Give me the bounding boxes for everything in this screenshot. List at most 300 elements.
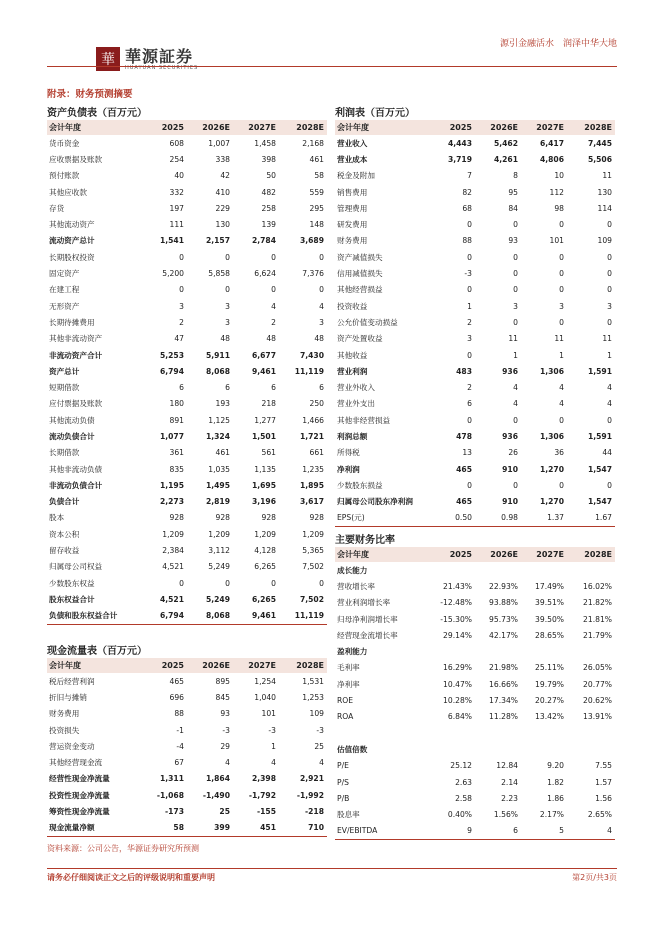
- table-cell: 93: [220, 709, 230, 719]
- row-label: 经营现金流增长率: [337, 630, 398, 640]
- cash-flow-table: [47, 658, 327, 837]
- table-row: [335, 725, 615, 741]
- table-cell: [429, 643, 475, 659]
- row-label: 净利润: [337, 464, 360, 474]
- table-cell: 2,384: [162, 546, 184, 556]
- row-label: 其他流动负债: [49, 415, 95, 425]
- table-row: [335, 477, 615, 493]
- table-cell: 1,235: [302, 464, 324, 474]
- balance-sheet-title: 资产负债表（百万元）: [47, 104, 327, 123]
- table-cell: 4: [567, 823, 615, 840]
- table-cell: 0: [513, 220, 518, 230]
- row-label: 其他流动资产: [49, 220, 95, 230]
- table-cell: 608: [169, 138, 184, 148]
- table-row: [47, 168, 327, 184]
- table-cell: 5,858: [208, 269, 230, 279]
- row-label: 营运资金变动: [49, 741, 95, 751]
- table-cell: 3: [467, 334, 472, 344]
- table-cell: 88: [174, 709, 184, 719]
- table-row: [47, 314, 327, 330]
- table-cell: 0.98: [475, 510, 521, 527]
- table-cell: 29: [220, 741, 230, 751]
- table-row: [335, 709, 615, 725]
- page-header: [0, 0, 662, 74]
- table-cell: [475, 725, 521, 741]
- table-row: [335, 562, 615, 578]
- table-row: [47, 706, 327, 722]
- table-row: [47, 820, 327, 837]
- table-cell: 21.81%: [583, 614, 612, 624]
- table-row: [335, 758, 615, 774]
- table-cell: 4,521: [159, 594, 184, 604]
- table-cell: 58: [314, 171, 324, 181]
- table-cell: 6,624: [254, 269, 276, 279]
- cash-flow-title: 现金流量表（百万元）: [47, 642, 327, 661]
- row-label: 信用减值损失: [337, 269, 383, 279]
- row-label: 归属母公司股东净利润: [337, 497, 413, 507]
- table-cell: 1,125: [208, 415, 230, 425]
- table-cell: 465: [456, 464, 472, 474]
- table-cell: 0: [319, 285, 324, 295]
- row-label: 现金流量净额: [47, 820, 141, 837]
- data-source-note: 资料来源：公司公告，华源证券研究所预测: [47, 844, 199, 853]
- table-row: [335, 510, 615, 527]
- row-label: 负债和股东权益合计: [47, 608, 141, 625]
- table-cell: [429, 725, 475, 741]
- company-logo: [96, 44, 198, 74]
- table-cell: 1,277: [254, 415, 276, 425]
- table-cell: 482: [261, 187, 276, 197]
- table-row: [47, 396, 327, 412]
- table-cell: 4: [513, 383, 518, 393]
- table-cell: 928: [261, 513, 276, 523]
- table-cell: 21.43%: [443, 581, 472, 591]
- row-label: 少数股东损益: [337, 480, 383, 490]
- table-cell: 5,249: [208, 562, 230, 572]
- table-cell: 47: [174, 334, 184, 344]
- table-row: [335, 168, 615, 184]
- table-cell: [521, 725, 567, 741]
- row-label: 资产处置收益: [337, 334, 383, 344]
- row-label: 折旧与摊销: [49, 692, 87, 702]
- column-header: 2025: [429, 547, 475, 562]
- table-row: [335, 774, 615, 790]
- row-label: 研发费用: [337, 220, 368, 230]
- table-cell: 68: [462, 203, 472, 213]
- row-label: 股本: [49, 513, 65, 523]
- row-label: 估值倍数: [337, 744, 368, 754]
- table-cell: 16.02%: [583, 581, 612, 591]
- row-label: 资产总计: [49, 366, 80, 376]
- table-cell: 1,209: [208, 529, 230, 539]
- table-cell: 3,112: [208, 546, 230, 556]
- table-cell: 3: [607, 301, 612, 311]
- row-label: 税后经营利润: [49, 676, 95, 686]
- table-cell: 44: [602, 448, 612, 458]
- table-row: [335, 790, 615, 806]
- table-cell: 1,541: [159, 236, 184, 246]
- table-cell: -1,992: [296, 790, 324, 800]
- row-label: 利润总额: [337, 431, 368, 441]
- table-cell: 6,794: [141, 608, 187, 625]
- row-label: 非流动负债合计: [49, 480, 103, 490]
- table-row: [47, 331, 327, 347]
- table-row: [47, 526, 327, 542]
- table-cell: [567, 741, 615, 757]
- table-cell: 0: [319, 252, 324, 262]
- table-cell: 10: [554, 171, 564, 181]
- table-cell: 21.79%: [583, 630, 612, 640]
- column-header: 2026E: [475, 547, 521, 562]
- table-cell: 229: [215, 203, 230, 213]
- row-label: 营收增长率: [337, 581, 375, 591]
- table-row: [47, 591, 327, 607]
- table-row: [335, 428, 615, 444]
- row-label: 负债合计: [49, 497, 80, 507]
- table-cell: 451: [233, 820, 279, 837]
- table-cell: 1,270: [539, 464, 564, 474]
- table-cell: 218: [261, 399, 276, 409]
- row-label: 归母净利润增长率: [337, 614, 398, 624]
- table-cell: 0.40%: [447, 810, 472, 820]
- table-cell: -155: [256, 807, 276, 817]
- column-header: 会计年度: [47, 658, 141, 673]
- table-cell: 6,677: [251, 350, 276, 360]
- table-cell: 7,502: [299, 594, 324, 604]
- income-statement-title: 利润表（百万元）: [335, 104, 615, 123]
- table-cell: 95.73%: [489, 614, 518, 624]
- table-cell: 0.50: [429, 510, 475, 527]
- table-row: [47, 265, 327, 281]
- table-cell: 928: [309, 513, 324, 523]
- table-cell: 0: [467, 350, 472, 360]
- column-header: 2025: [429, 120, 475, 135]
- table-cell: 1,495: [205, 480, 230, 490]
- table-cell: 42.17%: [489, 630, 518, 640]
- table-cell: 8,068: [187, 608, 233, 625]
- table-header-row: [47, 120, 327, 135]
- column-header: 2026E: [187, 658, 233, 673]
- row-label: 营业收入: [337, 138, 368, 148]
- table-cell: 2,273: [159, 497, 184, 507]
- table-cell: 3,689: [299, 236, 324, 246]
- table-cell: 465: [456, 497, 472, 507]
- table-cell: 6: [467, 399, 472, 409]
- table-header-row: [47, 658, 327, 673]
- table-cell: 0: [607, 220, 612, 230]
- table-cell: 0: [179, 578, 184, 588]
- table-cell: 101: [549, 236, 564, 246]
- table-cell: 36: [554, 448, 564, 458]
- table-cell: 0: [225, 252, 230, 262]
- column-header: 2025: [141, 658, 187, 673]
- table-row: [335, 216, 615, 232]
- row-label: 经营性现金净流量: [49, 774, 110, 784]
- table-cell: 1,306: [539, 366, 564, 376]
- table-cell: 2: [179, 317, 184, 327]
- table-cell: 0: [513, 285, 518, 295]
- table-cell: 1,721: [299, 431, 324, 441]
- table-cell: 1,209: [254, 529, 276, 539]
- table-cell: 11,119: [279, 608, 327, 625]
- table-cell: 7,376: [302, 269, 324, 279]
- table-cell: 2.23: [501, 793, 518, 803]
- table-row: [47, 803, 327, 819]
- column-header: 2027E: [233, 658, 279, 673]
- table-row: [335, 823, 615, 840]
- table-cell: 1,007: [208, 138, 230, 148]
- table-cell: 7,445: [587, 138, 612, 148]
- table-cell: [521, 741, 567, 757]
- table-row: [47, 722, 327, 738]
- table-cell: 0: [467, 220, 472, 230]
- header-divider: [47, 66, 617, 67]
- table-cell: 1,547: [587, 464, 612, 474]
- row-label: 无形资产: [49, 301, 80, 311]
- table-cell: 6,794: [159, 366, 184, 376]
- table-cell: 1.56%: [493, 810, 518, 820]
- table-cell: 1,531: [302, 676, 324, 686]
- table-cell: 1,895: [299, 480, 324, 490]
- table-row: [335, 314, 615, 330]
- table-row: [335, 445, 615, 461]
- table-row: [47, 738, 327, 754]
- table-cell: 1,864: [205, 774, 230, 784]
- table-cell: 398: [261, 154, 276, 164]
- row-label: 留存收益: [49, 546, 80, 556]
- table-row: [47, 608, 327, 625]
- row-label: 应付票据及账款: [49, 399, 103, 409]
- row-label: 投资损失: [49, 725, 80, 735]
- row-label: P/E: [337, 761, 349, 771]
- table-cell: -1: [176, 725, 184, 735]
- table-cell: 1: [271, 741, 276, 751]
- table-cell: 28.65%: [535, 630, 564, 640]
- table-cell: 10.28%: [443, 696, 472, 706]
- table-cell: 0: [559, 480, 564, 490]
- table-cell: 20.62%: [583, 696, 612, 706]
- table-cell: 2.65%: [587, 810, 612, 820]
- table-row: [335, 461, 615, 477]
- table-cell: 0: [513, 480, 518, 490]
- logo-mark-icon: 華: [96, 47, 120, 71]
- row-label: 投资收益: [337, 301, 368, 311]
- table-cell: 11.28%: [489, 712, 518, 722]
- table-row: [47, 510, 327, 526]
- table-cell: 0: [271, 285, 276, 295]
- table-cell: 4,806: [539, 154, 564, 164]
- table-cell: 1,209: [302, 529, 324, 539]
- table-cell: 6.84%: [447, 712, 472, 722]
- row-label: 财务费用: [49, 709, 80, 719]
- table-cell: 465: [169, 676, 184, 686]
- row-label: 少数股东权益: [49, 578, 95, 588]
- table-cell: 4,443: [447, 138, 472, 148]
- table-cell: 0: [319, 578, 324, 588]
- row-label: 固定资产: [49, 269, 80, 279]
- table-cell: 0: [607, 480, 612, 490]
- table-cell: 3: [319, 317, 324, 327]
- row-label: 筹资性现金净流量: [49, 807, 110, 817]
- table-cell: 17.49%: [535, 581, 564, 591]
- table-cell: 936: [502, 431, 518, 441]
- table-cell: 5: [521, 823, 567, 840]
- table-cell: 11,119: [294, 366, 324, 376]
- table-row: [47, 477, 327, 493]
- table-cell: 1: [513, 350, 518, 360]
- table-cell: 0: [559, 220, 564, 230]
- row-label: P/B: [337, 793, 350, 803]
- row-label: 营业利润: [337, 366, 368, 376]
- table-cell: 461: [215, 448, 230, 458]
- logo-chinese-name: 華源証券: [125, 46, 194, 66]
- table-cell: 4,128: [254, 546, 276, 556]
- table-cell: 7: [467, 171, 472, 181]
- table-row: [47, 689, 327, 705]
- table-row: [47, 135, 327, 151]
- table-cell: 109: [309, 709, 324, 719]
- row-label: EV/EBITDA: [335, 823, 429, 840]
- table-row: [335, 298, 615, 314]
- table-cell: 928: [169, 513, 184, 523]
- table-row: [335, 265, 615, 281]
- table-cell: -3: [268, 725, 276, 735]
- table-cell: 0: [179, 252, 184, 262]
- table-row: [335, 379, 615, 395]
- table-cell: 4,521: [162, 562, 184, 572]
- table-cell: 4: [607, 399, 612, 409]
- table-cell: 4: [607, 383, 612, 393]
- table-cell: 197: [169, 203, 184, 213]
- table-cell: 710: [279, 820, 327, 837]
- table-cell: 295: [309, 203, 324, 213]
- table-header-row: [335, 120, 615, 135]
- column-header: 2028E: [567, 120, 615, 135]
- table-row: [47, 673, 327, 689]
- row-label: 财务费用: [337, 236, 368, 246]
- table-cell: [475, 741, 521, 757]
- table-row: [335, 135, 615, 151]
- table-cell: 13.91%: [583, 712, 612, 722]
- row-label: 其他收益: [337, 350, 368, 360]
- table-cell: 5,253: [159, 350, 184, 360]
- table-cell: 139: [261, 220, 276, 230]
- table-cell: 1,135: [254, 464, 276, 474]
- ratios-table: [335, 547, 615, 840]
- row-label: 营业外收入: [337, 383, 375, 393]
- table-cell: 25.12: [450, 761, 472, 771]
- table-cell: 1,306: [539, 431, 564, 441]
- row-label: 公允价值变动损益: [337, 317, 398, 327]
- table-cell: 6,265: [251, 594, 276, 604]
- table-cell: 48: [266, 334, 276, 344]
- table-row: [47, 754, 327, 770]
- table-cell: [567, 725, 615, 741]
- table-cell: 3: [225, 301, 230, 311]
- table-cell: [429, 562, 475, 578]
- table-cell: 361: [169, 448, 184, 458]
- row-label: 股息率: [337, 810, 360, 820]
- table-cell: 1,195: [159, 480, 184, 490]
- row-label: 其他非经营损益: [337, 415, 391, 425]
- table-cell: 332: [169, 187, 184, 197]
- row-label: 流动资产总计: [49, 236, 95, 246]
- table-cell: 891: [169, 415, 184, 425]
- row-label: 非流动资产合计: [49, 350, 103, 360]
- row-label: 在建工程: [49, 285, 80, 295]
- table-cell: 16.29%: [443, 663, 472, 673]
- row-label: 毛利率: [337, 663, 360, 673]
- column-header: 会计年度: [47, 120, 141, 135]
- table-cell: 26: [508, 448, 518, 458]
- table-cell: 48: [220, 334, 230, 344]
- table-row: [335, 151, 615, 167]
- table-cell: 1,591: [587, 366, 612, 376]
- table-cell: 17.34%: [489, 696, 518, 706]
- table-cell: 25: [219, 807, 230, 817]
- row-label: 净利率: [337, 679, 360, 689]
- table-cell: 3: [179, 301, 184, 311]
- table-cell: 130: [597, 187, 612, 197]
- table-row: [47, 559, 327, 575]
- table-row: [47, 461, 327, 477]
- table-cell: 95: [508, 187, 518, 197]
- table-cell: 338: [215, 154, 230, 164]
- column-header: 2027E: [233, 120, 279, 135]
- table-cell: 1.67: [567, 510, 615, 527]
- table-cell: 1: [467, 301, 472, 311]
- table-cell: -3: [222, 725, 230, 735]
- table-cell: 483: [456, 366, 472, 376]
- row-label: 营业成本: [337, 154, 368, 164]
- table-cell: 9: [429, 823, 475, 840]
- table-cell: 20.27%: [535, 696, 564, 706]
- table-cell: -12.48%: [440, 598, 472, 608]
- table-cell: 4: [225, 758, 230, 768]
- table-cell: 16.66%: [489, 679, 518, 689]
- table-cell: 0: [513, 269, 518, 279]
- table-row: [335, 233, 615, 249]
- column-header: 2028E: [279, 658, 327, 673]
- table-cell: 6: [179, 383, 184, 393]
- table-cell: -1,490: [202, 790, 230, 800]
- table-row: [335, 347, 615, 363]
- table-cell: 101: [261, 709, 276, 719]
- table-cell: 39.50%: [535, 614, 564, 624]
- row-label: 营业外支出: [337, 399, 375, 409]
- table-cell: 6: [225, 383, 230, 393]
- table-cell: 0: [271, 578, 276, 588]
- table-cell: 93: [508, 236, 518, 246]
- table-cell: 1,077: [159, 431, 184, 441]
- table-row: [335, 184, 615, 200]
- table-cell: 5,200: [162, 269, 184, 279]
- table-cell: 2,157: [205, 236, 230, 246]
- table-row: [47, 282, 327, 298]
- table-cell: 910: [502, 497, 518, 507]
- row-label: 其他应收款: [49, 187, 87, 197]
- table-cell: 3: [513, 301, 518, 311]
- table-row: [47, 379, 327, 395]
- ratios-title: 主要财务比率: [335, 531, 615, 550]
- row-label: 管理费用: [337, 203, 368, 213]
- table-cell: 1: [559, 350, 564, 360]
- table-cell: -1,792: [248, 790, 276, 800]
- table-cell: 7.55: [595, 761, 612, 771]
- table-cell: 2,398: [251, 774, 276, 784]
- table-cell: 928: [215, 513, 230, 523]
- table-cell: 6: [319, 383, 324, 393]
